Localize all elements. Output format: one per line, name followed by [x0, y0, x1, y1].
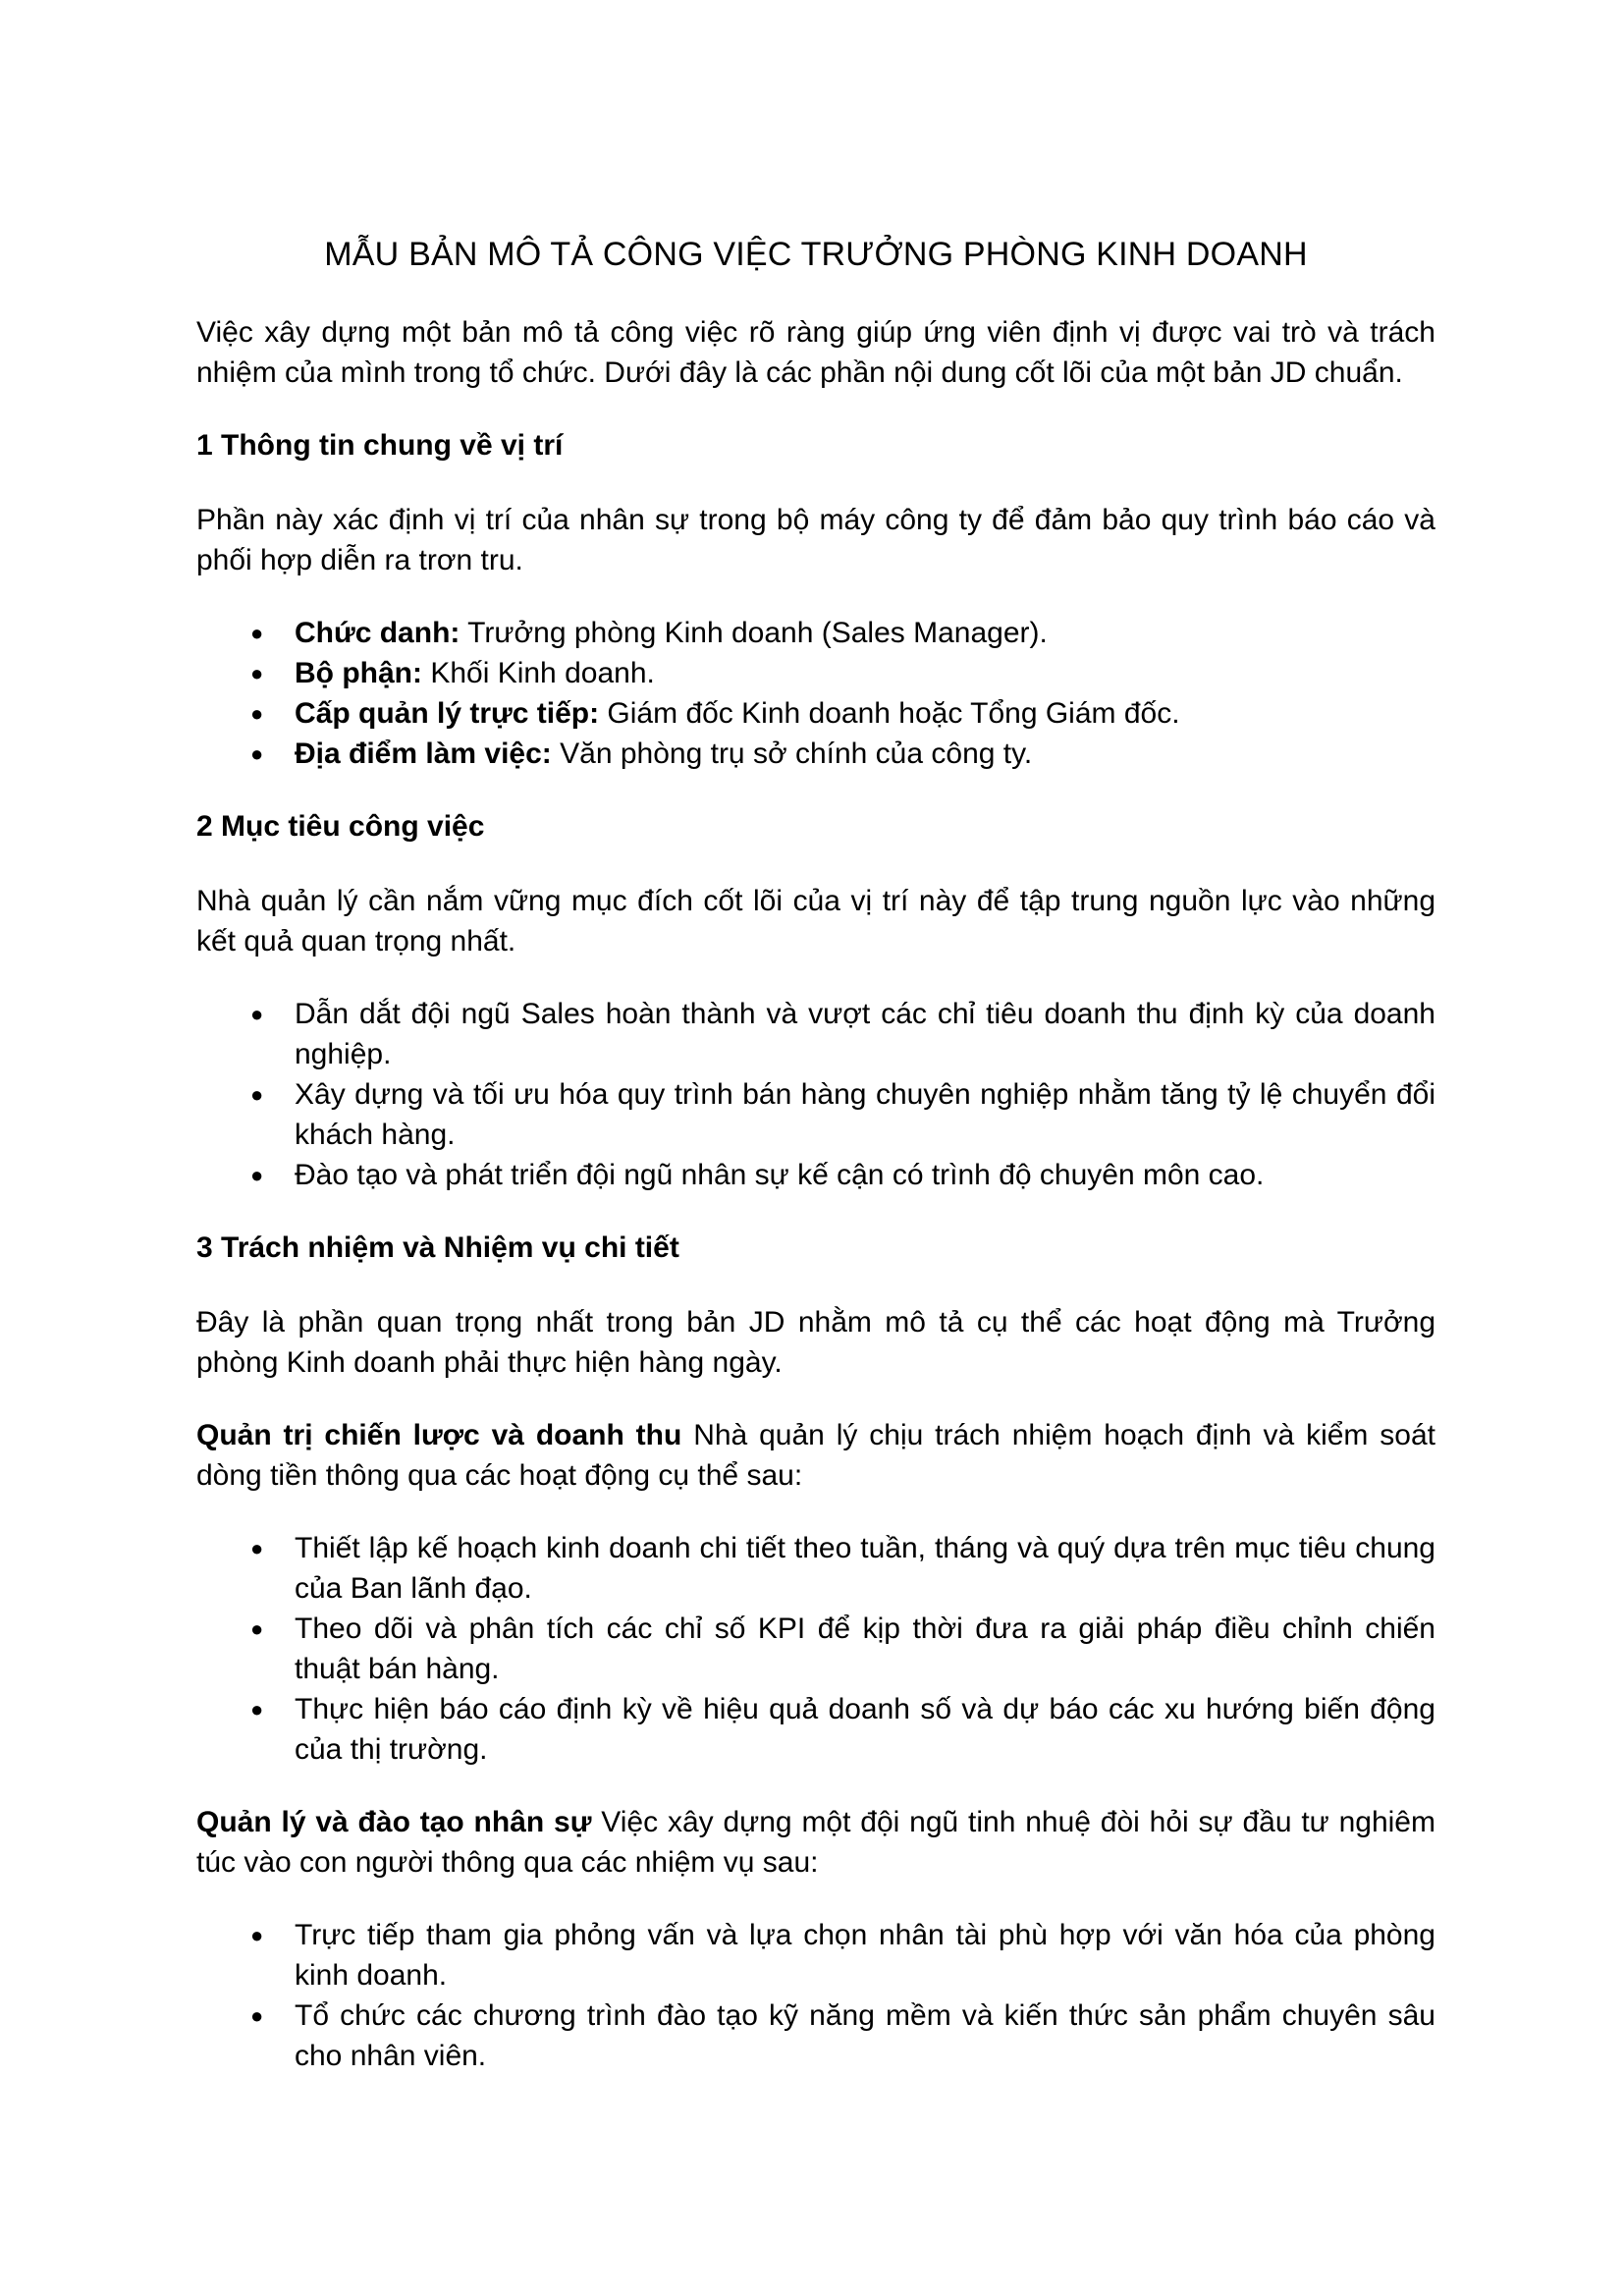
list-item: [196, 994, 1435, 1074]
item-label: Địa điểm làm việc:: [295, 738, 552, 770]
section-2-paragraph: Nhà quản lý cần nắm vững mục đích cốt lõi của vị trí này để tập trung nguồn lực vào những kết quả quan trọng nhất.: [196, 885, 1435, 957]
bullet-icon: ●: [250, 621, 264, 645]
item-label: Bộ phận:: [295, 657, 422, 689]
list-item: [196, 693, 1435, 734]
document-title: MẪU BẢN MÔ TẢ CÔNG VIỆC TRƯỞNG PHÒNG KINH DOANH: [324, 236, 1308, 273]
section-1-paragraph: Phần này xác định vị trí của nhân sự trong bộ máy công ty để đảm bảo quy trình báo cáo và phối hợp diễn ra trơn tru.: [196, 504, 1435, 576]
bullet-icon: ●: [250, 661, 264, 685]
item-text: Trực tiếp tham gia phỏng vấn và lựa chọn nhân tài phù hợp với văn hóa của phòng kinh doanh.: [295, 1919, 1435, 1992]
list-item: [196, 1528, 1435, 1609]
item-text: Thiết lập kế hoạch kinh doanh chi tiết theo tuần, tháng và quý dựa trên mục tiêu chung của Ban lãnh đạo.: [295, 1532, 1435, 1605]
item-text: Thực hiện báo cáo định kỳ về hiệu quả doanh số và dự báo các xu hướng biến động của thị trường.: [295, 1693, 1435, 1766]
bullet-icon: ●: [250, 1923, 264, 1947]
item-text: Theo dõi và phân tích các chỉ số KPI để kịp thời đưa ra giải pháp điều chỉnh chiến thuật bán hàng.: [295, 1613, 1435, 1685]
subsection-strategy-list: [196, 1528, 1435, 1770]
bullet-icon: ●: [250, 1616, 264, 1641]
list-item: [196, 1915, 1435, 1995]
item-text: Tổ chức các chương trình đào tạo kỹ năng mềm và kiến thức sản phẩm chuyên sâu cho nhân viên.: [295, 1999, 1435, 2072]
bullet-icon: ●: [250, 2003, 264, 2028]
item-text: Xây dựng và tối ưu hóa quy trình bán hàng chuyên nghiệp nhằm tăng tỷ lệ chuyển đổi khách hàng.: [295, 1078, 1435, 1151]
bullet-icon: ●: [250, 1536, 264, 1560]
subsection-strategy-lead: Quản trị chiến lược và doanh thu: [196, 1419, 682, 1451]
section-2-heading: 2 Mục tiêu công việc: [196, 810, 485, 843]
subsection-hr-text: Việc xây dựng một đội ngũ tinh nhuệ đòi hỏi sự đầu tư nghiêm túc vào con người thông qua các nhiệm vụ sau:: [196, 1806, 1435, 1879]
bullet-icon: ●: [250, 1082, 264, 1107]
item-text: Văn phòng trụ sở chính của công ty.: [551, 738, 1033, 770]
list-item: [196, 1995, 1435, 2076]
subsection-hr-lead: Quản lý và đào tạo nhân sự: [196, 1806, 592, 1838]
item-text: Giám đốc Kinh doanh hoặc Tổng Giám đốc.: [599, 697, 1180, 730]
intro-paragraph: Việc xây dựng một bản mô tả công việc rõ ràng giúp ứng viên định vị được vai trò và trách nhiệm của mình trong tổ chức. Dưới đây là các phần nội dung cốt lõi của một bản JD chuẩn.: [196, 316, 1435, 389]
subsection-hr-paragraph: [196, 1802, 1435, 1883]
bullet-icon: ●: [250, 1163, 264, 1187]
item-label: Cấp quản lý trực tiếp:: [295, 697, 600, 730]
item-text: Khối Kinh doanh.: [421, 657, 655, 689]
subsection-strategy-paragraph: [196, 1415, 1435, 1496]
item-label: Chức danh:: [295, 617, 460, 649]
subsection-strategy-text: Nhà quản lý chịu trách nhiệm hoạch định và kiểm soát dòng tiền thông qua các hoạt động cụ thể sau:: [196, 1419, 1435, 1492]
item-text: Dẫn dắt đội ngũ Sales hoàn thành và vượt các chỉ tiêu doanh thu định kỳ của doanh nghiệp.: [295, 998, 1435, 1070]
section-3-paragraph: Đây là phần quan trọng nhất trong bản JD nhằm mô tả cụ thể các hoạt động mà Trưởng phòng Kinh doanh phải thực hiện hàng ngày.: [196, 1306, 1435, 1379]
bullet-icon: ●: [250, 741, 264, 766]
list-item: [196, 613, 1435, 653]
section-1-heading: 1 Thông tin chung về vị trí: [196, 429, 564, 462]
bullet-icon: ●: [250, 701, 264, 726]
section-1-list: [196, 613, 1435, 774]
document-page: [196, 233, 1435, 2108]
list-item: [196, 734, 1435, 774]
list-item: [196, 653, 1435, 693]
section-3-heading: 3 Trách nhiệm và Nhiệm vụ chi tiết: [196, 1231, 679, 1264]
list-item: [196, 1689, 1435, 1770]
subsection-hr-list: [196, 1915, 1435, 2076]
item-text: Trưởng phòng Kinh doanh (Sales Manager).: [460, 617, 1048, 649]
bullet-icon: ●: [250, 1697, 264, 1722]
list-item: [196, 1155, 1435, 1195]
section-2-list: [196, 994, 1435, 1195]
list-item: [196, 1074, 1435, 1155]
item-text: Đào tạo và phát triển đội ngũ nhân sự kế cận có trình độ chuyên môn cao.: [295, 1159, 1265, 1191]
list-item: [196, 1609, 1435, 1689]
bullet-icon: ●: [250, 1002, 264, 1026]
